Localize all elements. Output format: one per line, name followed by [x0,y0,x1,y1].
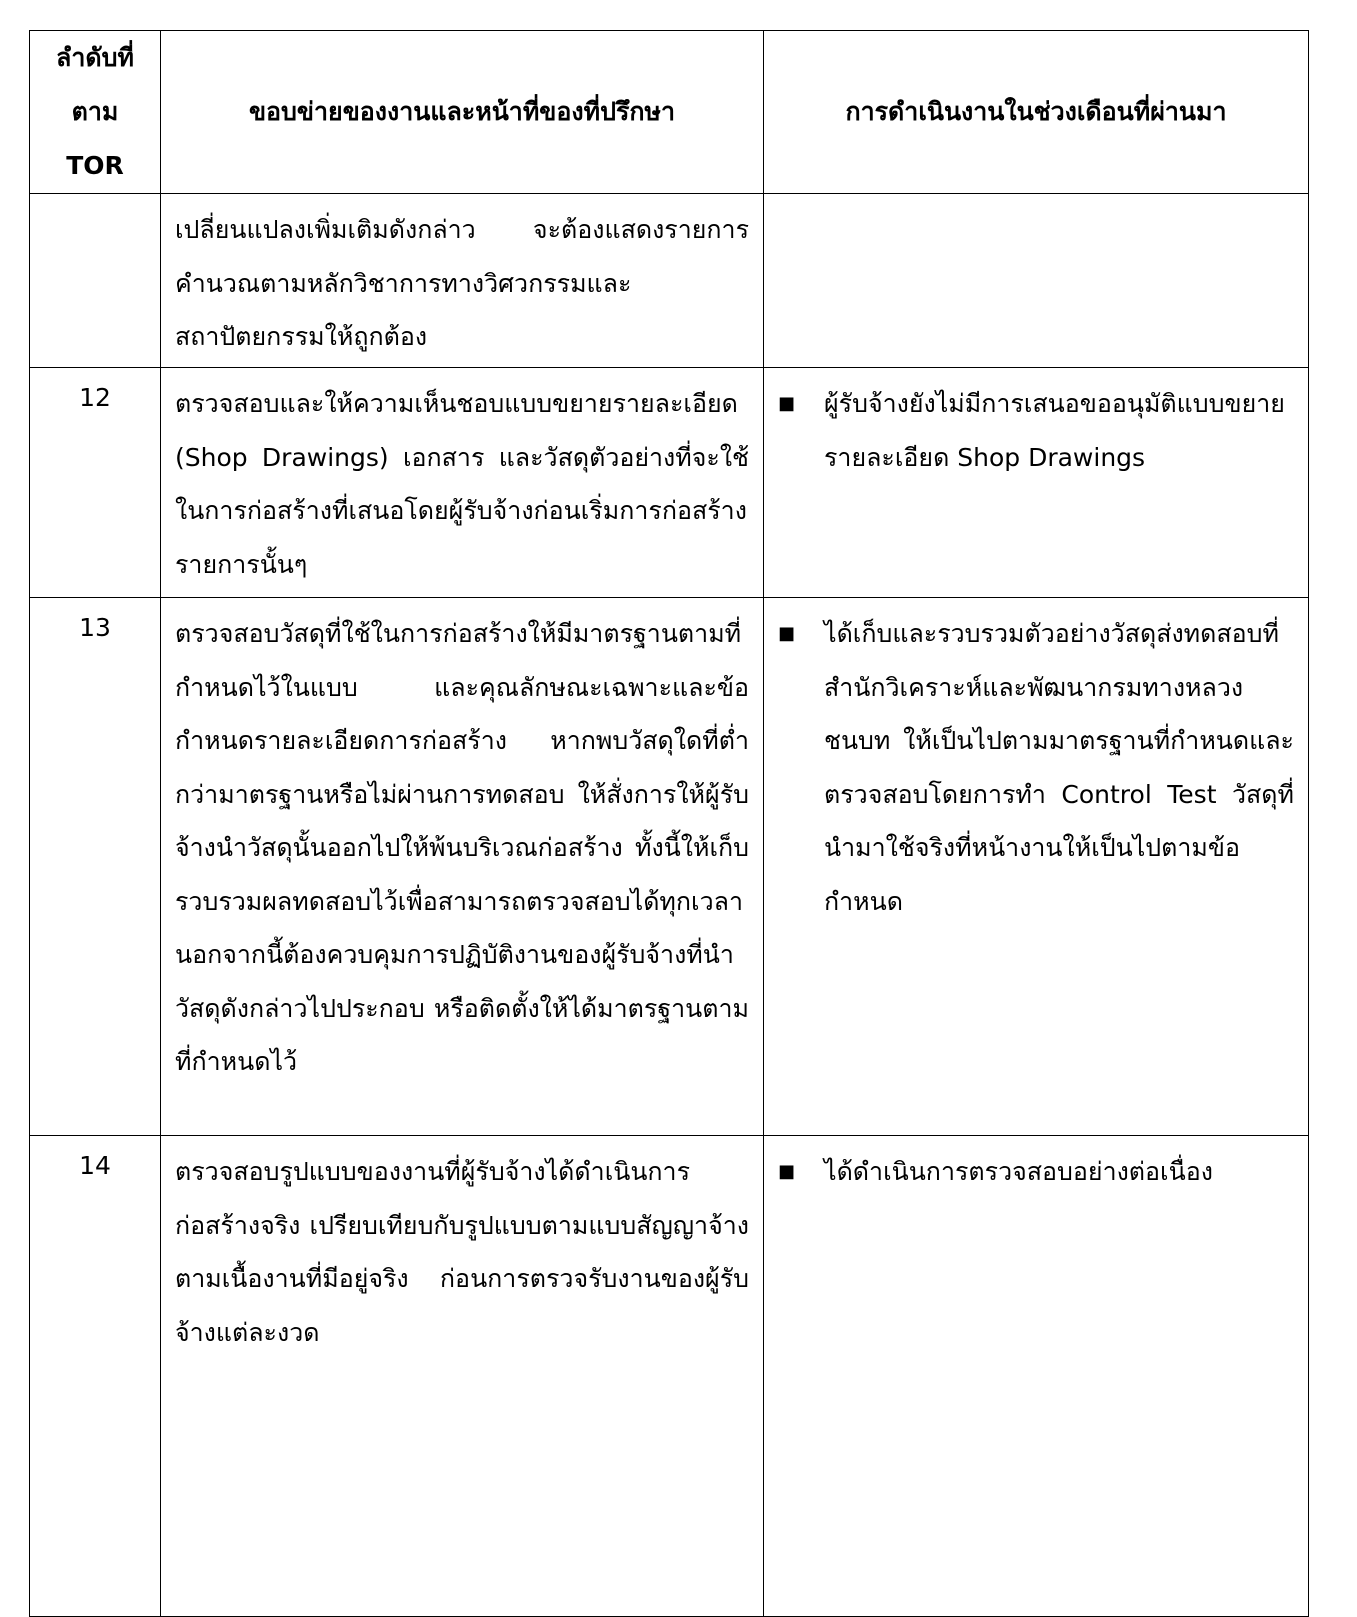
row-number [30,194,161,368]
square-bullet-icon: ■ [778,623,796,644]
table-row [30,194,1309,368]
result-text: ได้ดำเนินการตรวจสอบอย่างต่อเนื่อง [824,1157,1213,1186]
scope-text: ตรวจสอบวัสดุที่ใช้ในการก่อสร้างให้มีมาตรฐานตามที่กำหนดไว้ในแบบ และคุณลักษณะเฉพาะและข้อกำหนดรายละเอียดการก่อสร้าง หากพบวัสดุใดที่ต่ำกว่ามาตรฐานหรือไม่ผ่านการทดสอบ ให้สั่งการให้ผู้รับจ้างนำวัสดุนั้นออกไปให้พ้นบริเวณก่อสร้าง ทั้งนี้ให้เก็บรวบรวมผลทดสอบไว้เพื่อสามารถตรวจสอบได้ทุกเวลา นอกจากนี้ต้องควบคุมการปฏิบัติงานของผู้รับจ้างที่นำวัสดุดังกล่าวไปประกอบ หรือติดตั้งให้ได้มาตรฐานตามที่กำหนดไว้ [161,598,764,1136]
scope-text: ตรวจสอบและให้ความเห็นชอบแบบขยายรายละเอียด (Shop Drawings) เอกสาร และวัสดุตัวอย่างที่จะใช้ในการก่อสร้างที่เสนอโดยผู้รับจ้างก่อนเริ่มการก่อสร้างรายการนั้นๆ [161,368,764,598]
square-bullet-icon: ■ [778,1161,796,1182]
header-no-line: ลำดับที่ [56,43,134,72]
table-row [30,1136,1309,1617]
header-result: การดำเนินงานในช่วงเดือนที่ผ่านมา [764,31,1309,194]
header-no-line: ตาม [71,97,119,126]
header-no [30,31,161,194]
report-table [29,30,1309,1617]
header-scope: ขอบข่ายของงานและหน้าที่ของที่ปรึกษา [161,31,764,194]
result-text: ได้เก็บและรวบรวมตัวอย่างวัสดุส่งทดสอบที่สำนักวิเคราะห์และพัฒนากรมทางหลวงชนบท ให้เป็นไปตามมาตรฐานที่กำหนดและตรวจสอบโดยการทำ Control Test วัสดุที่นำมาใช้จริงที่หน้างานให้เป็นไปตามข้อกำหนด [824,619,1294,916]
header-row [30,31,1309,194]
result-text [764,194,1309,368]
bullet-item [776,1145,1294,1199]
row-number: 14 [30,1136,161,1617]
table-row [30,598,1309,1136]
table-row [30,368,1309,598]
scope-text: เปลี่ยนแปลงเพิ่มเติมดังกล่าว จะต้องแสดงรายการคำนวณตามหลักวิชาการทางวิศวกรรมและสถาปัตยกรรมให้ถูกต้อง [161,194,764,368]
bullet-item [776,377,1294,484]
scope-text: ตรวจสอบรูปแบบของงานที่ผู้รับจ้างได้ดำเนินการก่อสร้างจริง เปรียบเทียบกับรูปแบบตามแบบสัญญาจ้าง ตามเนื้องานที่มีอยู่จริง ก่อนการตรวจรับงานของผู้รับจ้างแต่ละงวด [161,1136,764,1617]
result-text: ผู้รับจ้างยังไม่มีการเสนอขออนุมัติแบบขยายรายละเอียด Shop Drawings [824,389,1285,472]
result-cell [764,598,1309,1136]
result-cell [764,368,1309,598]
result-cell [764,1136,1309,1617]
row-number: 12 [30,368,161,598]
header-no-line: TOR [66,151,124,180]
square-bullet-icon: ■ [778,393,796,414]
row-number: 13 [30,598,161,1136]
bullet-item [776,607,1294,928]
